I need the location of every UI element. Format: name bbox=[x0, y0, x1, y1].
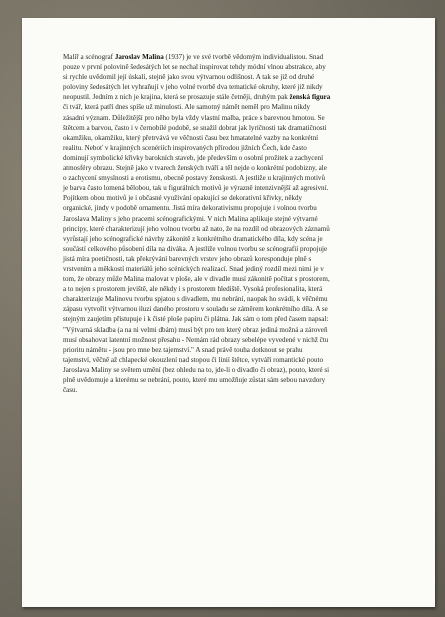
text-line bbox=[63, 123, 425, 133]
text-segment: prioritu námětu - jsou pro mne bez tajemství." A snad právě touha dotknout se prahu bbox=[63, 345, 303, 354]
text-line bbox=[63, 294, 425, 304]
text-segment: si rychle uvědomil její úskalí, stejně jako svou výtvarnou odlišnost. A tak se již od druhé bbox=[63, 73, 315, 82]
text-line bbox=[63, 274, 425, 284]
body-text bbox=[63, 52, 425, 395]
text-segment: vyrůstají jeho scénografické návrhy zákonitě z konkrétního dramatického díla, kdy scéna je bbox=[63, 234, 323, 243]
text-segment: času. bbox=[63, 386, 78, 395]
text-segment: organické, jindy v podobě ornamentu. Jistá míra dekorativismu propojuje i volnou tvorbu bbox=[63, 204, 317, 213]
text-line bbox=[63, 365, 425, 375]
text-segment: dominují symbolické křivky barokních staveb, jde především o osobní prožitek a zachycení bbox=[63, 153, 324, 162]
text-segment: "Výtvarná skladba (a na ni velmi dbám) musí být pro ten který obraz jediná možná a zároveň bbox=[63, 325, 328, 334]
text-line bbox=[63, 385, 425, 395]
text-line bbox=[63, 345, 425, 355]
text-segment: principy, které charakterizují jeho volnou tvorbu až nato, že na rozdíl od obrazových záznamů bbox=[63, 224, 330, 233]
text-line bbox=[63, 355, 425, 365]
text-segment: poloviny šedesátých let vyhraňují v jeho volné tvorbě dva tematické okruhy, které již nikdy bbox=[63, 83, 323, 92]
text-segment: či tvář, která patří dnes spíše už minulosti. Ale samotný námět neměl pro Malinu nikdy bbox=[63, 103, 311, 112]
text-line bbox=[63, 163, 425, 173]
text-line bbox=[63, 82, 425, 92]
emphasized-text: Jaroslav Malina bbox=[114, 53, 164, 61]
text-line bbox=[63, 203, 425, 213]
text-line bbox=[63, 153, 425, 163]
text-line bbox=[63, 214, 425, 224]
text-line bbox=[63, 113, 425, 123]
text-line bbox=[63, 193, 425, 203]
emphasized-text: ženská figura bbox=[289, 93, 331, 102]
text-line bbox=[63, 183, 425, 193]
text-line bbox=[63, 92, 425, 102]
text-segment: neopustil. Jedním z nich je krajina, která se prosazuje stále četněji, druhým pak bbox=[63, 93, 290, 102]
text-segment: Jaroslava Maliny s jeho pracemi scénografickými. V nich Malina aplikuje stejné výtvarné bbox=[63, 214, 318, 223]
text-segment: tajemství, věčně až chlapecké okouzlení nad stopou či linií štětce, vytváří romantické pouto bbox=[63, 355, 324, 364]
text-segment: musí obsahovat latentní možnost přesahu - Nemám rád obrazy sebelépe vyvedené v nichž čtu bbox=[63, 335, 329, 344]
text-line bbox=[63, 52, 425, 62]
text-segment: o zachycení smyslnosti a erotismu, obecně postavy ženskosti. A jestliže u krajinných motivů bbox=[63, 174, 326, 183]
text-line bbox=[63, 264, 425, 274]
text-segment: plně uvědomuje a kterému se nebrání, pouto, které mu umožňuje zůstat sám sebou navzdory bbox=[63, 376, 326, 384]
text-line bbox=[63, 143, 425, 153]
text-segment: tom, že obrazy může Malina malovat v ploše, ale v divadle musí zákonitě počítat s prostorem, bbox=[63, 275, 330, 284]
text-segment: Pojítkem obou motivů je i občasné využívání opakující se dekorativní křivky, někdy bbox=[63, 194, 303, 203]
text-segment: okamžiku, okamžiku, který přetrvává ve věčnosti času bez hmatatelné vazby na konkrétní bbox=[63, 133, 319, 142]
text-segment: štětcem a barvou, často i v černobílé podobě, se snažil dobrat jak lyričnosti tak dramatičnosti bbox=[63, 123, 327, 132]
text-line bbox=[63, 234, 425, 244]
text-segment: je barva často lomená bělobou, tak u figurálních motivů je výrazně intenzivnější až agresivní. bbox=[63, 184, 329, 193]
text-segment: stejným zaujetím přistupuje i k čisté ploše papíru či plátna. Jak sám o tom před časem napsal: bbox=[63, 315, 329, 324]
text-line bbox=[63, 133, 425, 143]
text-line bbox=[63, 102, 425, 112]
text-line bbox=[63, 224, 425, 234]
text-segment: Jaroslava Maliny se světem umění (bez ohledu na to, jde-li o divadlo či obraz), pouto, které si bbox=[63, 365, 330, 374]
text-segment: a to nejen s prostorem jeviště, ale někdy i s prostorem hlediště. Vysoká profesionalita, která bbox=[63, 285, 323, 294]
text-line bbox=[63, 173, 425, 183]
text-segment: atmosféry obrazu. Stejně jako v tvarech ženských tváří a těl nejde o konkrétní podobizny, ale bbox=[63, 164, 327, 173]
text-line bbox=[63, 72, 425, 82]
text-segment: charakterizuje Malinovu tvorbu spjatou s divadlem, mu nebrání, naopak ho svádí, k věčnému bbox=[63, 295, 328, 304]
text-segment: (1937) je ve své tvorbě vědomým individualistou. Snad bbox=[163, 53, 324, 61]
text-line bbox=[63, 335, 425, 345]
text-segment: Malíř a scénograf bbox=[63, 53, 115, 61]
text-segment: realitu. Neboť v krajinných scenériích inspirovaných přírodou jižních Čech, kde často bbox=[63, 143, 307, 152]
text-segment: vrstvením a měkkostí materiálů jeho scénických realizací. Snad jediný rozdíl mezi nimi je v bbox=[63, 264, 324, 273]
text-line bbox=[63, 244, 425, 254]
paper-sheet bbox=[22, 18, 435, 607]
text-line bbox=[63, 304, 425, 314]
text-segment: zápasu vytvořit výtvarnou iluzi daného prostoru v souladu se záměrem konkrétního díla. A se bbox=[63, 305, 328, 314]
text-line bbox=[63, 325, 425, 335]
text-segment: pouze v první polovině šedesátých let se nechal inspirovat tehdy módní vlnou abstrakce, aby bbox=[63, 63, 326, 72]
text-line bbox=[63, 284, 425, 294]
text-segment: jistá míra poetičnosti, tak překrývání barevných vrstev jeho obrazů koresponduje plně s bbox=[63, 254, 312, 263]
text-line bbox=[63, 254, 425, 264]
text-line bbox=[63, 314, 425, 324]
text-segment: součástí celkového působení díla na diváka. A jestliže volnou tvorbu se scénografií propojuje bbox=[63, 244, 328, 253]
text-line bbox=[63, 375, 425, 385]
text-line bbox=[63, 62, 425, 72]
text-segment: zásadní význam. Důležitější pro něho byla vždy vlastní malba, práce s barevnou hmotou. Se bbox=[63, 113, 325, 122]
